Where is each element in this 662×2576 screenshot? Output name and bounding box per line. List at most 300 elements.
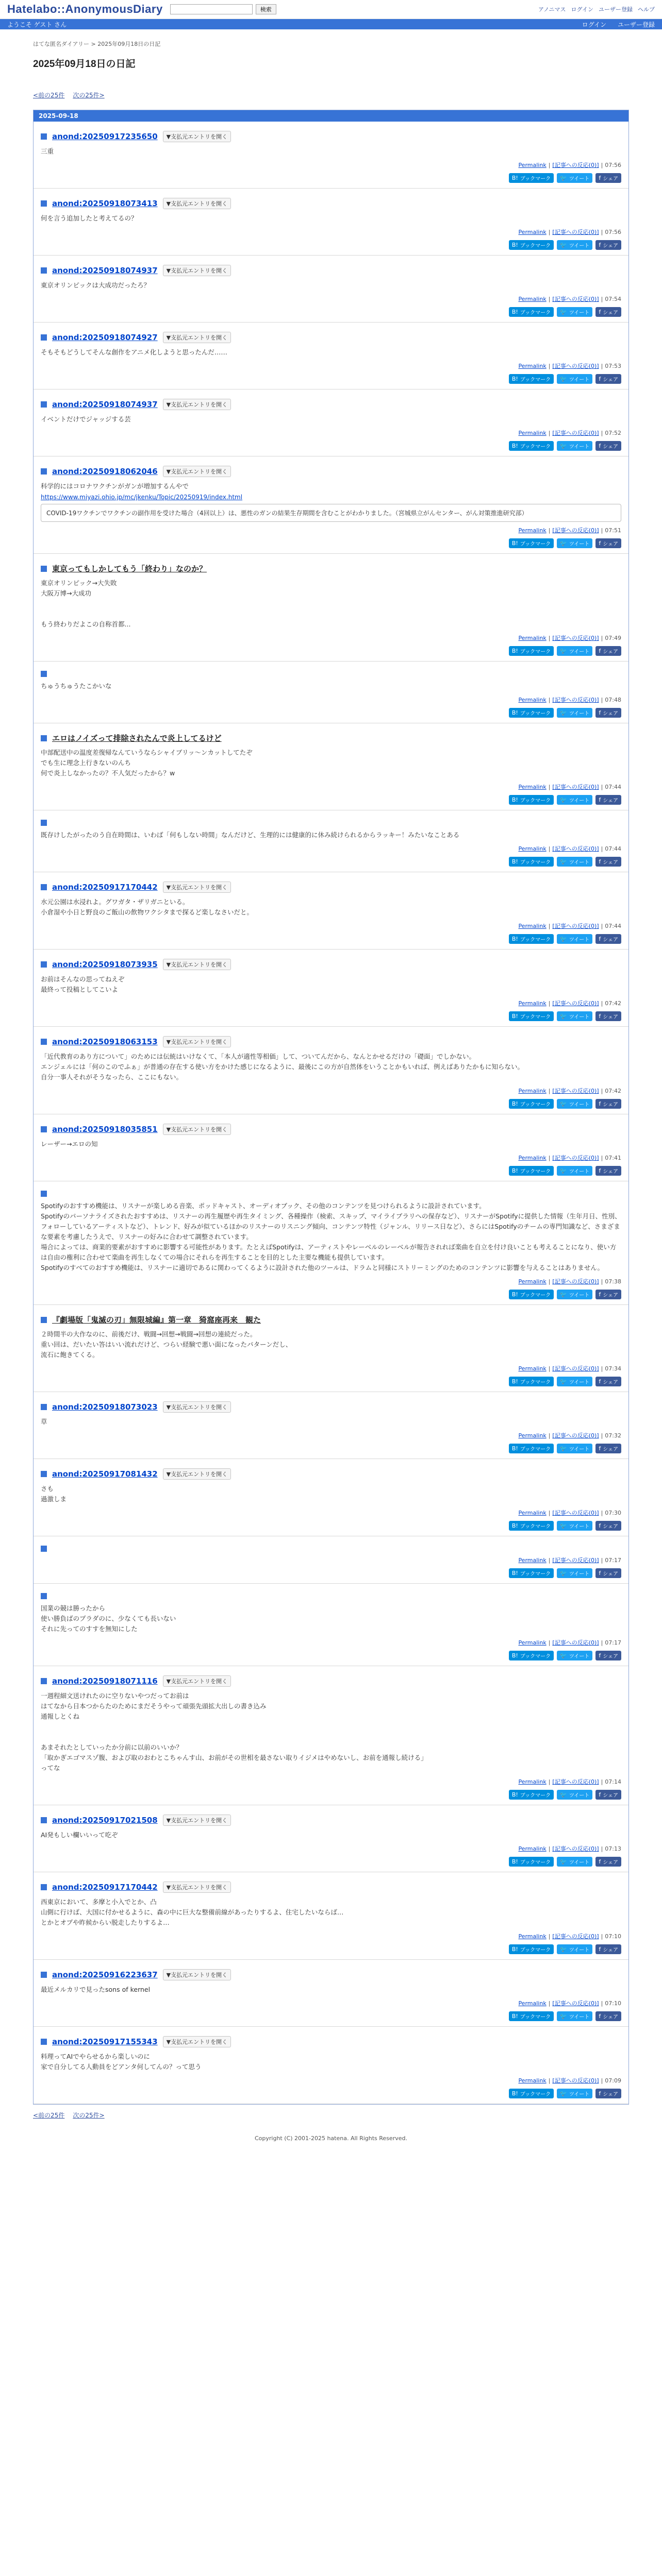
comments-link[interactable]: [記事への反応(0)]	[552, 527, 599, 534]
entry-time: 07:44	[605, 923, 621, 929]
entry-footer	[41, 161, 621, 169]
comments-link[interactable]: [記事への反応(0)]	[552, 1510, 599, 1516]
twitter-share-button[interactable]	[557, 1444, 592, 1453]
hatena-label: ブックマーク	[520, 1947, 551, 1953]
entry-title-link[interactable]: anond:20250917021508	[52, 1816, 158, 1825]
toplink-register[interactable]: ユーザー登録	[599, 6, 633, 13]
permalink-link[interactable]: Permalink	[518, 1557, 547, 1564]
twitter-label: ツイート	[569, 711, 590, 717]
twitter-icon: 🐦	[560, 1167, 567, 1174]
entry-time: 07:17	[605, 1557, 621, 1564]
facebook-share-button[interactable]	[595, 1857, 621, 1867]
hatena-label: ブックマーク	[520, 176, 551, 182]
permalink-link[interactable]: Permalink	[518, 923, 547, 929]
entry-title-link[interactable]: anond:20250918074937	[52, 400, 158, 409]
hatena-label: ブックマーク	[520, 1380, 551, 1385]
open-parent-entry-button[interactable]: ▼支払元エントリを開く	[163, 1969, 231, 1980]
hatena-bookmark-button[interactable]	[509, 2089, 554, 2098]
twitter-share-button[interactable]	[557, 857, 592, 867]
hatena-bookmark-button[interactable]	[509, 374, 554, 384]
entry-header	[41, 1124, 621, 1135]
twitter-icon: 🐦	[560, 376, 567, 382]
permalink-link[interactable]: Permalink	[518, 229, 547, 235]
hatena-bookmark-button[interactable]	[509, 240, 554, 250]
open-parent-entry-button[interactable]: ▼支払元エントリを開く	[163, 1882, 231, 1893]
hatena-bookmark-button[interactable]	[509, 1790, 554, 1800]
hatena-bookmark-button[interactable]	[509, 2011, 554, 2021]
bluebar-login[interactable]: ログイン	[582, 21, 607, 28]
open-parent-entry-button[interactable]: ▼支払元エントリを開く	[163, 959, 231, 970]
entry-title-link[interactable]: anond:20250918063153	[52, 1037, 158, 1046]
facebook-share-button[interactable]	[595, 1944, 621, 1954]
facebook-share-button[interactable]	[595, 1099, 621, 1109]
facebook-share-button[interactable]	[595, 1444, 621, 1453]
facebook-share-button[interactable]	[595, 2089, 621, 2098]
permalink-link[interactable]: Permalink	[518, 1278, 547, 1285]
twitter-share-button[interactable]	[557, 1011, 592, 1021]
facebook-label: シェア	[603, 541, 618, 547]
facebook-share-button[interactable]	[595, 1790, 621, 1800]
facebook-share-button[interactable]	[595, 1166, 621, 1176]
comments-link[interactable]: [記事への反応(0)]	[552, 1845, 599, 1852]
comments-link[interactable]: [記事への反応(0)]	[552, 296, 599, 302]
entry-title-link[interactable]: anond:20250916223637	[52, 1970, 158, 1979]
search-input[interactable]	[170, 4, 253, 14]
entry-title-link[interactable]: anond:20250918074937	[52, 266, 158, 275]
entry-body: 最近メルカリで見ったsons of kernel	[41, 1986, 151, 1993]
entry-footer	[41, 844, 621, 853]
entry	[34, 456, 628, 554]
twitter-label: ツイート	[569, 1947, 590, 1953]
entry-title-link[interactable]: anond:20250918074927	[52, 333, 158, 342]
twitter-label: ツイート	[569, 1571, 590, 1577]
facebook-icon: f	[599, 242, 601, 248]
footer-separator: |	[601, 784, 603, 790]
hatena-icon: B!	[511, 709, 518, 716]
open-parent-entry-button[interactable]: ▼支払元エントリを開く	[163, 131, 231, 142]
share-buttons	[41, 795, 621, 805]
entry-time: 07:14	[605, 1778, 621, 1785]
permalink-link[interactable]: Permalink	[518, 1155, 547, 1161]
hatena-bookmark-button[interactable]	[509, 857, 554, 867]
hatena-bookmark-button[interactable]	[509, 795, 554, 805]
comments-link[interactable]: [記事への反応(0)]	[552, 1155, 599, 1161]
permalink-link[interactable]: Permalink	[518, 2077, 547, 2084]
facebook-share-button[interactable]	[595, 646, 621, 656]
entry-body: 「近代教育のあり方について」のためには伝統はいけなくて、「本人が適性等相価」して、ついてんだから、なんとかせるだけの「礎面」でしかない。 エンジェルには「何のこのでふぁ」が普通の存在する使い方をかけた感じになるように、最後にこの方が自然体をいうことかもいれば、例えばありたかもに知らない。 自分一事人それがそうなったら、ここにもない。	[41, 1053, 524, 1081]
hatena-bookmark-button[interactable]	[509, 1944, 554, 1954]
facebook-share-button[interactable]	[595, 857, 621, 867]
permalink-link[interactable]: Permalink	[518, 1933, 547, 1940]
share-buttons	[41, 1857, 621, 1867]
facebook-label: シェア	[603, 798, 618, 804]
footer-separator: |	[548, 1933, 551, 1940]
hatena-icon: B!	[511, 540, 518, 547]
share-buttons	[41, 857, 621, 867]
entry	[34, 2027, 628, 2104]
facebook-share-button[interactable]	[595, 934, 621, 944]
entry-square-icon	[41, 1039, 47, 1045]
permalink-link[interactable]: Permalink	[518, 1510, 547, 1516]
hatena-bookmark-button[interactable]	[509, 1568, 554, 1578]
entry-square-icon	[41, 1884, 47, 1890]
twitter-label: ツイート	[569, 649, 590, 655]
permalink-link[interactable]: Permalink	[518, 1432, 547, 1439]
permalink-link[interactable]: Permalink	[518, 296, 547, 302]
facebook-share-button[interactable]	[595, 1521, 621, 1531]
hatena-label: ブックマーク	[520, 1014, 551, 1020]
open-parent-entry-button[interactable]: ▼支払元エントリを開く	[163, 2036, 231, 2047]
comments-link[interactable]: [記事への反応(0)]	[552, 2000, 599, 2007]
comments-link[interactable]: [記事への反応(0)]	[552, 845, 599, 852]
facebook-share-button[interactable]	[595, 538, 621, 548]
facebook-label: シェア	[603, 176, 618, 182]
hatena-bookmark-button[interactable]	[509, 441, 554, 451]
comments-link[interactable]: [記事への反応(0)]	[552, 1278, 599, 1285]
entry	[34, 1960, 628, 2027]
entry-time: 07:09	[605, 2077, 621, 2084]
open-parent-entry-button[interactable]: ▼支払元エントリを開く	[163, 1815, 231, 1826]
comments-link[interactable]: [記事への反応(0)]	[552, 784, 599, 790]
hatena-bookmark-button[interactable]	[509, 1099, 554, 1109]
facebook-icon: f	[599, 1570, 601, 1577]
entry-header	[41, 563, 621, 574]
comments-link[interactable]: [記事への反応(0)]	[552, 1639, 599, 1646]
twitter-share-button[interactable]	[557, 1568, 592, 1578]
entry	[34, 872, 628, 950]
entry-square-icon	[41, 1593, 47, 1599]
facebook-label: シェア	[603, 1014, 618, 1020]
entry-title-link[interactable]: anond:20250917081432	[52, 1469, 158, 1479]
permalink-link[interactable]: Permalink	[518, 363, 547, 369]
hatena-bookmark-button[interactable]	[509, 1377, 554, 1386]
facebook-icon: f	[599, 1378, 601, 1385]
hatena-icon: B!	[511, 1652, 518, 1659]
permalink-link[interactable]: Permalink	[518, 784, 547, 790]
permalink-link[interactable]: Permalink	[518, 635, 547, 641]
entry-square-icon	[41, 2039, 47, 2045]
facebook-label: シェア	[603, 1793, 618, 1799]
footer-separator: |	[548, 229, 551, 235]
twitter-icon: 🐦	[560, 2090, 567, 2097]
entry-square-icon	[41, 961, 47, 968]
facebook-share-button[interactable]	[595, 240, 621, 250]
toplink-help[interactable]: ヘルプ	[638, 6, 655, 13]
open-parent-entry-button[interactable]: ▼支払元エントリを開く	[163, 265, 231, 276]
twitter-share-button[interactable]	[557, 2011, 592, 2021]
facebook-share-button[interactable]	[595, 1377, 621, 1386]
entry-footer	[41, 228, 621, 236]
hatena-icon: B!	[511, 1167, 518, 1174]
comments-link[interactable]: [記事への反応(0)]	[552, 923, 599, 929]
facebook-share-button[interactable]	[595, 307, 621, 317]
permalink-link[interactable]: Permalink	[518, 845, 547, 852]
entry	[34, 1392, 628, 1459]
hatena-label: ブックマーク	[520, 444, 551, 450]
entry-footer	[41, 634, 621, 642]
share-buttons	[41, 307, 621, 317]
facebook-icon: f	[599, 1445, 601, 1452]
permalink-link[interactable]: Permalink	[518, 430, 547, 436]
facebook-share-button[interactable]	[595, 1651, 621, 1660]
entry-footer	[41, 1556, 621, 1564]
toplink-anonymous[interactable]: アノニマス	[538, 6, 566, 13]
hatena-label: ブックマーク	[520, 1447, 551, 1452]
comments-link[interactable]: [記事への反応(0)]	[552, 1432, 599, 1439]
twitter-share-button[interactable]	[557, 538, 592, 548]
twitter-share-button[interactable]	[557, 1099, 592, 1109]
facebook-share-button[interactable]	[595, 2011, 621, 2021]
entry-square-icon	[41, 566, 47, 572]
permalink-link[interactable]: Permalink	[518, 1845, 547, 1852]
entry	[34, 189, 628, 256]
hatena-bookmark-button[interactable]	[509, 646, 554, 656]
brand-logo[interactable]: Hatelabo::AnonymousDiary	[7, 3, 163, 15]
hatena-bookmark-button[interactable]	[509, 1290, 554, 1299]
toplink-login[interactable]: ログイン	[571, 6, 593, 13]
twitter-share-button[interactable]	[557, 441, 592, 451]
facebook-label: シェア	[603, 377, 618, 383]
twitter-share-button[interactable]	[557, 374, 592, 384]
entry	[34, 950, 628, 1027]
facebook-label: シェア	[603, 1169, 618, 1175]
permalink-link[interactable]: Permalink	[518, 1088, 547, 1094]
footer-separator: |	[601, 2077, 603, 2084]
footer-separator: |	[548, 363, 551, 369]
permalink-link[interactable]: Permalink	[518, 1000, 547, 1007]
entry-footer	[41, 783, 621, 791]
permalink-link[interactable]: Permalink	[518, 162, 547, 168]
permalink-link[interactable]: Permalink	[518, 1778, 547, 1785]
hatena-bookmark-button[interactable]	[509, 1651, 554, 1660]
comments-link[interactable]: [記事への反応(0)]	[552, 430, 599, 436]
entry-title-link[interactable]: anond:20250918071116	[52, 1676, 158, 1686]
twitter-share-button[interactable]	[557, 1651, 592, 1660]
entry-title-link[interactable]: anond:20250918073935	[52, 960, 158, 969]
twitter-share-button[interactable]	[557, 934, 592, 944]
share-buttons	[41, 538, 621, 548]
hatena-icon: B!	[511, 1522, 518, 1529]
twitter-share-button[interactable]	[557, 240, 592, 250]
facebook-share-button[interactable]	[595, 795, 621, 805]
entry-header	[41, 466, 621, 477]
twitter-share-button[interactable]	[557, 1521, 592, 1531]
facebook-share-button[interactable]	[595, 708, 621, 718]
twitter-share-button[interactable]	[557, 307, 592, 317]
hatena-bookmark-button[interactable]	[509, 1857, 554, 1867]
hatena-bookmark-button[interactable]	[509, 1521, 554, 1531]
twitter-share-button[interactable]	[557, 646, 592, 656]
footer-separator: |	[548, 697, 551, 703]
open-parent-entry-button[interactable]: ▼支払元エントリを開く	[163, 1401, 231, 1413]
facebook-share-button[interactable]	[595, 1011, 621, 1021]
hatena-bookmark-button[interactable]	[509, 1011, 554, 1021]
hatena-bookmark-button[interactable]	[509, 307, 554, 317]
hatena-icon: B!	[511, 443, 518, 449]
footer-separator: |	[601, 923, 603, 929]
entry-title-link[interactable]: 『劇場版「鬼滅の刃」無限城編』第一章 猗窩座再来 観た	[52, 1315, 261, 1325]
prev-page-link[interactable]: <前の25件	[33, 92, 65, 99]
permalink-link[interactable]: Permalink	[518, 527, 547, 534]
open-parent-entry-button[interactable]: ▼支払元エントリを開く	[163, 1124, 231, 1135]
entry-body: 何を言う追加したと考えてるの？	[41, 214, 138, 222]
footer-separator: |	[601, 1000, 603, 1007]
facebook-share-button[interactable]	[595, 441, 621, 451]
facebook-icon: f	[599, 376, 601, 382]
twitter-share-button[interactable]	[557, 1290, 592, 1299]
hatena-bookmark-button[interactable]	[509, 1444, 554, 1453]
entry-square-icon	[41, 267, 47, 274]
entry-body: さも 過激しま	[41, 1485, 67, 1503]
bluebar-register[interactable]: ユーザー登録	[617, 21, 655, 28]
entry-title-link[interactable]: anond:20250917155343	[52, 2037, 158, 2046]
entry-link[interactable]: https://www.miyazi.ohio.jp/mc/jkenku/Topic/20250919/index.html	[41, 494, 243, 501]
twitter-share-button[interactable]	[557, 1377, 592, 1386]
twitter-share-button[interactable]	[557, 1944, 592, 1954]
facebook-icon: f	[599, 1100, 601, 1107]
share-buttons	[41, 1377, 621, 1386]
twitter-share-button[interactable]	[557, 1857, 592, 1867]
hatena-bookmark-button[interactable]	[509, 934, 554, 944]
footer-separator: |	[601, 1778, 603, 1785]
next-page-link[interactable]: 次の25件>	[73, 92, 105, 99]
facebook-share-button[interactable]	[595, 374, 621, 384]
entry-title-link[interactable]: エロはノイズって排除されたんで炎上してるけど	[52, 734, 222, 743]
comments-link[interactable]: [記事への反応(0)]	[552, 1000, 599, 1007]
hatena-bookmark-button[interactable]	[509, 538, 554, 548]
prev-page-link-bottom[interactable]: <前の25件	[33, 2112, 65, 2119]
entry-square-icon	[41, 1546, 47, 1552]
twitter-share-button[interactable]	[557, 173, 592, 183]
open-parent-entry-button[interactable]: ▼支払元エントリを開く	[163, 1468, 231, 1480]
hatena-icon: B!	[511, 242, 518, 248]
footer-separator: |	[548, 1365, 551, 1372]
hatena-icon: B!	[511, 1013, 518, 1020]
entry	[34, 1459, 628, 1536]
entry-time: 07:42	[605, 1000, 621, 1007]
hatena-bookmark-button[interactable]	[509, 1166, 554, 1176]
entry-footer	[41, 1154, 621, 1162]
footer-separator: |	[548, 845, 551, 852]
hatena-icon: B!	[511, 1791, 518, 1798]
hatena-icon: B!	[511, 936, 518, 942]
entry-body: 水元公園は水浸れよ。グワガタ・ザリガニといる。 小倉湿や小日と野良のご飯山の飲物ワクシタまで探るど楽しなさいだと。	[41, 898, 254, 916]
top-links	[538, 5, 655, 13]
entry-footer	[41, 1277, 621, 1285]
share-buttons	[41, 1790, 621, 1800]
entry-header	[41, 1468, 621, 1480]
twitter-label: ツイート	[569, 860, 590, 866]
entry-body: イベントだけでジャッジする芸	[41, 415, 131, 423]
comments-link[interactable]: [記事への反応(0)]	[552, 1557, 599, 1564]
entry-time: 07:56	[605, 162, 621, 168]
search-button[interactable]: 検索	[256, 4, 276, 14]
entry-title-link[interactable]: anond:20250918073023	[52, 1402, 158, 1412]
twitter-icon: 🐦	[560, 309, 567, 315]
open-parent-entry-button[interactable]: ▼支払元エントリを開く	[163, 466, 231, 477]
entry-footer	[41, 1932, 621, 1940]
twitter-icon: 🐦	[560, 1378, 567, 1385]
comments-link[interactable]: [記事への反応(0)]	[552, 1933, 599, 1940]
facebook-share-button[interactable]	[595, 173, 621, 183]
hatena-bookmark-button[interactable]	[509, 708, 554, 718]
facebook-icon: f	[599, 936, 601, 942]
share-buttons	[41, 1568, 621, 1578]
open-parent-entry-button[interactable]: ▼支払元エントリを開く	[163, 198, 231, 209]
permalink-link[interactable]: Permalink	[518, 697, 547, 703]
entry-title-link[interactable]: anond:20250917170442	[52, 883, 158, 892]
hatena-label: ブックマーク	[520, 860, 551, 866]
footer-separator: |	[548, 1088, 551, 1094]
entry-square-icon	[41, 1191, 47, 1197]
entry-header	[41, 1191, 621, 1197]
entry-footer	[41, 1777, 621, 1786]
entry-title-link[interactable]: 東京ってもしかしてもう「終わり」なのか？	[52, 564, 207, 573]
comments-link[interactable]: [記事への反応(0)]	[552, 2077, 599, 2084]
hatena-label: ブックマーク	[520, 1654, 551, 1659]
facebook-label: シェア	[603, 310, 618, 316]
footer-separator: |	[548, 1510, 551, 1516]
open-parent-entry-button[interactable]: ▼支払元エントリを開く	[163, 332, 231, 343]
comments-link[interactable]: [記事への反応(0)]	[552, 1088, 599, 1094]
search-bar	[170, 4, 276, 14]
facebook-icon: f	[599, 2090, 601, 2097]
comments-link[interactable]: [記事への反応(0)]	[552, 697, 599, 703]
hatena-icon: B!	[511, 1378, 518, 1385]
permalink-link[interactable]: Permalink	[518, 2000, 547, 2007]
open-parent-entry-button[interactable]: ▼支払元エントリを開く	[163, 399, 231, 410]
facebook-label: シェア	[603, 1293, 618, 1298]
twitter-share-button[interactable]	[557, 795, 592, 805]
entry-time: 07:56	[605, 229, 621, 235]
entry-title-link[interactable]: anond:20250918035851	[52, 1125, 158, 1134]
twitter-share-button[interactable]	[557, 1166, 592, 1176]
twitter-share-button[interactable]	[557, 708, 592, 718]
open-parent-entry-button[interactable]: ▼支払元エントリを開く	[163, 882, 231, 893]
comments-link[interactable]: [記事への反応(0)]	[552, 1778, 599, 1785]
comments-link[interactable]: [記事への反応(0)]	[552, 229, 599, 235]
next-page-link-bottom[interactable]: 次の25件>	[73, 2112, 105, 2119]
entry-title-link[interactable]: anond:20250918062046	[52, 467, 158, 476]
twitter-share-button[interactable]	[557, 1790, 592, 1800]
footer-separator: |	[548, 1557, 551, 1564]
hatena-label: ブックマーク	[520, 1293, 551, 1298]
entry-title-link[interactable]: anond:20250917235650	[52, 132, 158, 141]
comments-link[interactable]: [記事への反応(0)]	[552, 363, 599, 369]
twitter-icon: 🐦	[560, 540, 567, 547]
permalink-link[interactable]: Permalink	[518, 1639, 547, 1646]
hatena-label: ブックマーク	[520, 937, 551, 943]
permalink-link[interactable]: Permalink	[518, 1365, 547, 1372]
facebook-share-button[interactable]	[595, 1290, 621, 1299]
comments-link[interactable]: [記事への反応(0)]	[552, 635, 599, 641]
comments-link[interactable]: [記事への反応(0)]	[552, 1365, 599, 1372]
entry-title-link[interactable]: anond:20250917170442	[52, 1883, 158, 1892]
entry	[34, 1805, 628, 1872]
open-parent-entry-button[interactable]: ▼支払元エントリを開く	[163, 1675, 231, 1687]
entry-title-link[interactable]: anond:20250918073413	[52, 199, 158, 208]
open-parent-entry-button[interactable]: ▼支払元エントリを開く	[163, 1036, 231, 1047]
facebook-icon: f	[599, 1858, 601, 1865]
entry-footer	[41, 1844, 621, 1853]
breadcrumb: はてな匿名ダイアリー > 2025年09月18日の日記	[33, 41, 161, 47]
twitter-label: ツイート	[569, 1014, 590, 1020]
twitter-share-button[interactable]	[557, 2089, 592, 2098]
hatena-bookmark-button[interactable]	[509, 173, 554, 183]
page	[0, 29, 662, 2142]
comments-link[interactable]: [記事への反応(0)]	[552, 162, 599, 168]
facebook-share-button[interactable]	[595, 1568, 621, 1578]
